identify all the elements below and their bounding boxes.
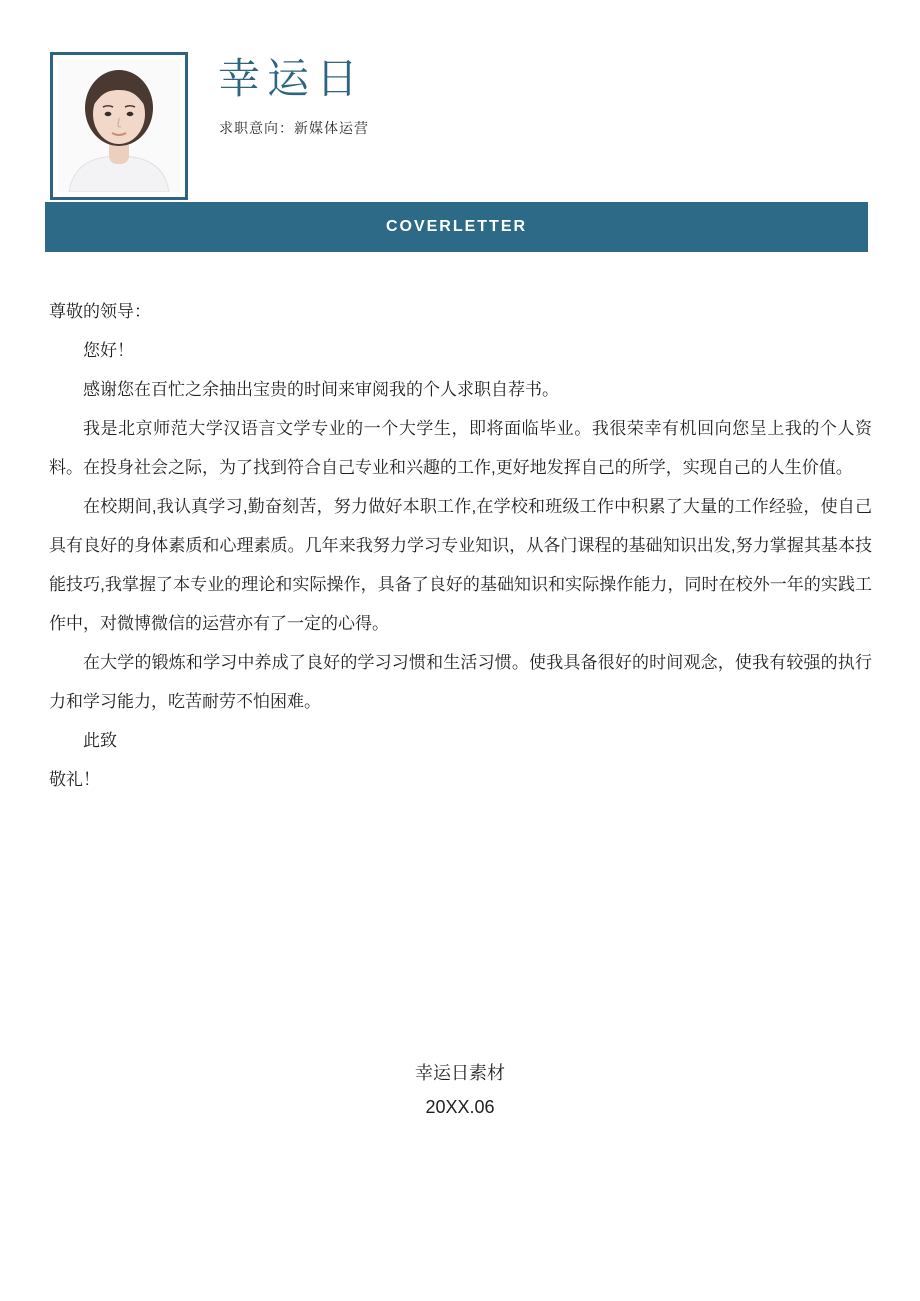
footer (0, 1056, 920, 1124)
salutation: 尊敬的领导： (49, 302, 151, 321)
salute-phrase: 敬礼！ (49, 770, 100, 789)
letter-paragraph: 我是北京师范大学汉语言文学专业的一个大学生，即将面临毕业。我很荣幸有机回向您呈上我的个人资料。在投身社会之际，为了找到符合自己专业和兴趣的工作,更好地发挥自己的所学，实现自己的人生价值。 (49, 419, 872, 477)
footer-date: 20XX.06 (425, 1097, 495, 1117)
portrait-photo (58, 60, 180, 192)
letter-paragraph: 在校期间,我认真学习,勤奋刻苦，努力做好本职工作,在学校和班级工作中积累了大量的工作经验，使自己具有良好的身体素质和心理素质。几年来我努力学习专业知识，从各门课程的基础知识出发,努力掌握其基本技能技巧,我掌握了本专业的理论和实际操作，具备了良好的基础知识和实际操作能力，同时在校外一年的实践工作中，对微博微信的运营亦有了一定的心得。 (49, 497, 872, 633)
coverletter-banner (45, 202, 868, 252)
profile-photo-frame (50, 52, 188, 200)
letter-paragraph: 在大学的锻炼和学习中养成了良好的学习习惯和生活习惯。使我具备很好的时间观念，使我有较强的执行力和学习能力，吃苦耐劳不怕困难。 (49, 653, 872, 711)
letter-paragraph: 感谢您在百忙之余抽出宝贵的时间来审阅我的个人求职自荐书。 (83, 380, 559, 399)
job-intention-label: 求职意向：新媒体运营 (219, 120, 369, 136)
candidate-name: 幸运日 (218, 55, 366, 102)
footer-signature: 幸运日素材 (415, 1063, 505, 1083)
closing-phrase: 此致 (83, 731, 117, 750)
coverletter-banner-title: COVERLETTER (385, 218, 528, 235)
letter-paragraph: 您好！ (83, 341, 134, 360)
letter-body (49, 292, 872, 799)
